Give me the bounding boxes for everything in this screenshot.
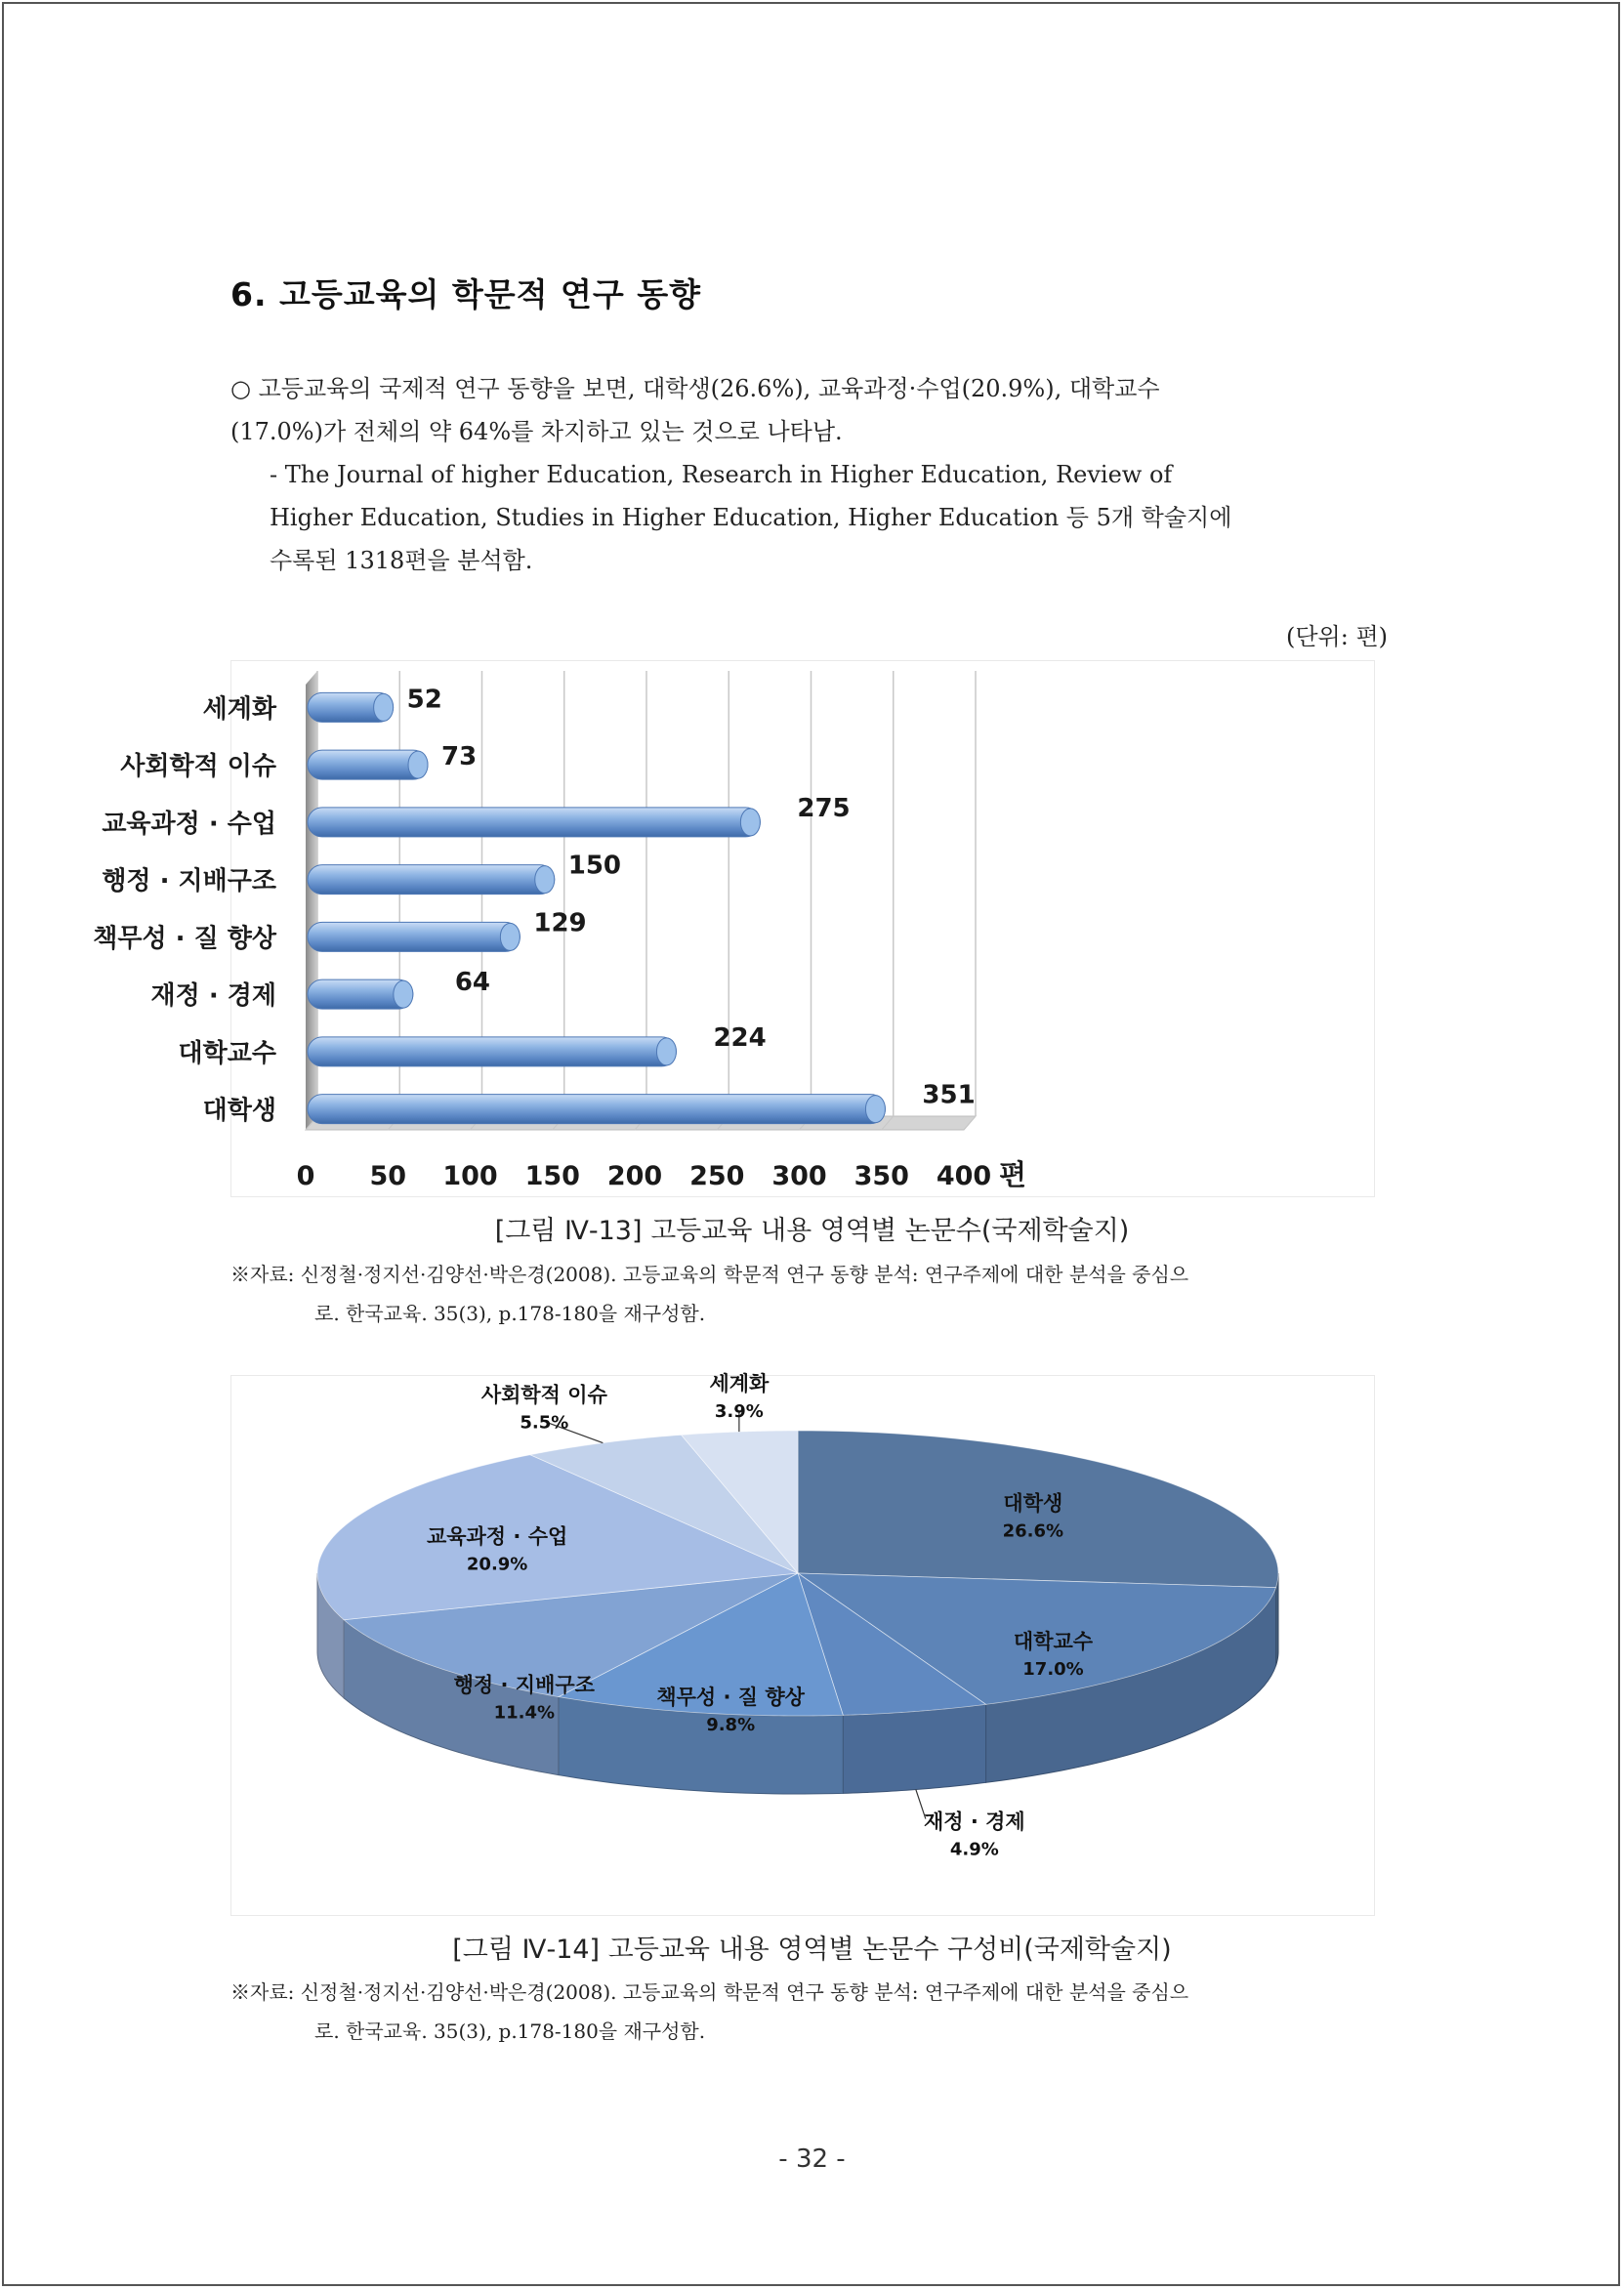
bar-chart-value-label: 150	[567, 851, 622, 881]
bar-chart-category-label: 대학교수	[178, 1038, 276, 1068]
bar-chart-value-label: 52	[406, 685, 442, 715]
bar-chart-x-tick-label: 250	[689, 1161, 745, 1191]
pie-chart-slice-percent: 26.6%	[1002, 1520, 1064, 1542]
bar-chart-bar-cap	[865, 1096, 885, 1123]
pie-chart-slice-label: 사회학적 이슈	[480, 1383, 607, 1407]
bar-chart-x-unit-label: 편	[999, 1158, 1027, 1191]
bar-chart-bar-body	[308, 865, 555, 895]
bar-chart-category-label: 행정 · 지배구조	[102, 866, 276, 896]
bar-chart-category-label: 세계화	[202, 694, 276, 725]
paragraph-summary	[230, 367, 1388, 453]
pie-chart-slice-percent: 9.8%	[706, 1715, 756, 1736]
unit-label: (단위: 편)	[1286, 623, 1388, 650]
bar-chart-value-label: 129	[533, 908, 587, 938]
section-heading: 6. 고등교육의 학문적 연구 동향	[230, 275, 701, 313]
bar-chart-value-label: 73	[441, 742, 478, 772]
bar-chart-bars	[308, 692, 885, 1123]
bar-chart-category-label: 대학생	[202, 1096, 276, 1126]
bar-chart-value-label: 224	[713, 1022, 767, 1053]
pie-chart-slice-side	[843, 1704, 985, 1793]
paragraph-journals-line-2: Higher Education, Studies in Higher Education, Higher Education 등 5개 학술지에	[270, 504, 1232, 531]
paragraph-journals	[270, 453, 1388, 582]
bar-chart-source-line-1: ※자료: 신정철·정지선·김양선·박은경(2008). 고등교육의 학문적 연구 동향 분석: 연구주제에 대한 분석을 중심으	[230, 1263, 1189, 1286]
pie-chart-slice-label: 세계화	[709, 1372, 770, 1396]
pie-chart-frame	[230, 1372, 1375, 1916]
pie-chart-slice-label: 대학교수	[1013, 1630, 1094, 1654]
bar-chart-value-label: 64	[454, 968, 491, 998]
pie-chart-slice-label: 책무성 · 질 향상	[656, 1686, 805, 1710]
pie-chart-slice-label: 재정 · 경제	[923, 1810, 1025, 1834]
bar-chart-source	[230, 1255, 1393, 1333]
bar-chart-category-label: 재정 · 경제	[150, 981, 276, 1012]
bar-chart-category-label: 사회학적 이슈	[120, 752, 276, 782]
bar-chart	[93, 661, 1374, 1196]
bar-chart-bar	[308, 979, 413, 1009]
bar-chart-bar-cap	[394, 980, 413, 1008]
pie-chart-slice-percent: 4.9%	[949, 1839, 999, 1860]
bar-chart-x-tick-label: 400	[936, 1161, 992, 1191]
bar-chart-x-tick-label: 200	[606, 1161, 663, 1191]
bar-chart-x-tick-label: 0	[296, 1161, 315, 1191]
bar-chart-frame	[93, 660, 1375, 1197]
bar-chart-bar	[308, 922, 520, 951]
pie-chart-slice-percent: 3.9%	[714, 1401, 764, 1423]
bar-chart-bar-cap	[374, 693, 394, 721]
bar-chart-bar	[308, 865, 555, 895]
bar-chart-source-line-2: 로. 한국교육. 35(3), p.178-180을 재구성함.	[314, 1302, 706, 1325]
bar-chart-bar-body	[308, 922, 520, 951]
bar-chart-bar-body	[308, 808, 760, 837]
bar-chart-bar	[308, 750, 428, 779]
pie-chart-source-line-2: 로. 한국교육. 35(3), p.178-180을 재구성함.	[314, 2019, 706, 2043]
bar-chart-x-ticks	[297, 1158, 1026, 1191]
pie-chart-slice-percent: 5.5%	[520, 1412, 569, 1434]
pie-chart-source	[230, 1973, 1393, 2051]
bar-chart-x-tick-label: 350	[854, 1161, 909, 1191]
pie-chart-slice-percent: 20.9%	[466, 1554, 528, 1575]
bar-chart-bar	[308, 692, 394, 722]
bar-chart-value-label: 351	[922, 1080, 976, 1110]
bar-chart-x-tick-label: 300	[771, 1161, 827, 1191]
pie-chart-caption: [그림 Ⅳ-14] 고등교육 내용 영역별 논문수 구성비(국제학술지)	[452, 1935, 1172, 1965]
page-number: - 32 -	[778, 2144, 846, 2174]
paragraph-summary-line-1: ○ 고등교육의 국제적 연구 동향을 보면, 대학생(26.6%), 교육과정·수업(20.9%), 대학교수	[230, 375, 1160, 402]
bar-chart-category-label: 교육과정 · 수업	[102, 809, 276, 839]
pie-chart-slice-label: 교육과정 · 수업	[426, 1524, 568, 1549]
bar-chart-bar	[308, 808, 760, 837]
pie-chart-source-line-1: ※자료: 신정철·정지선·김양선·박은경(2008). 고등교육의 학문적 연구 동향 분석: 연구주제에 대한 분석을 중심으	[230, 1980, 1189, 2004]
bar-chart-x-tick-label: 100	[442, 1161, 498, 1191]
pie-chart-slice-percent: 17.0%	[1022, 1659, 1084, 1681]
bar-chart-category-label: 책무성 · 질 향상	[93, 924, 276, 954]
bar-chart-bar-cap	[656, 1038, 676, 1065]
bar-chart-bar-cap	[408, 751, 428, 778]
bar-chart-bar-body	[308, 1095, 885, 1124]
bar-chart-bar	[308, 1037, 676, 1066]
pie-chart-slice-label: 행정 · 지배구조	[453, 1673, 595, 1697]
bar-chart-x-tick-label: 150	[524, 1161, 580, 1191]
pie-chart	[231, 1372, 1374, 1915]
paragraph-summary-line-2: (17.0%)가 전체의 약 64%를 차지하고 있는 것으로 나타남.	[230, 418, 843, 445]
bar-chart-bar-cap	[500, 923, 520, 950]
bar-chart-caption: [그림 Ⅳ-13] 고등교육 내용 영역별 논문수(국제학술지)	[494, 1216, 1130, 1246]
bar-chart-bar-cap	[740, 809, 760, 836]
bar-chart-bar-cap	[535, 866, 555, 894]
paragraph-journals-line-1: - The Journal of higher Education, Research in Higher Education, Review of	[270, 461, 1173, 488]
bar-chart-bar-body	[308, 1037, 676, 1066]
pie-chart-slice-label: 대학생	[1003, 1491, 1063, 1516]
bar-chart-bar	[308, 1095, 885, 1124]
bar-chart-value-label: 275	[797, 793, 851, 823]
bar-chart-x-tick-label: 50	[369, 1161, 407, 1191]
pie-chart-slice-percent: 11.4%	[493, 1702, 556, 1724]
paragraph-journals-line-3: 수록된 1318편을 분석함.	[270, 547, 533, 574]
